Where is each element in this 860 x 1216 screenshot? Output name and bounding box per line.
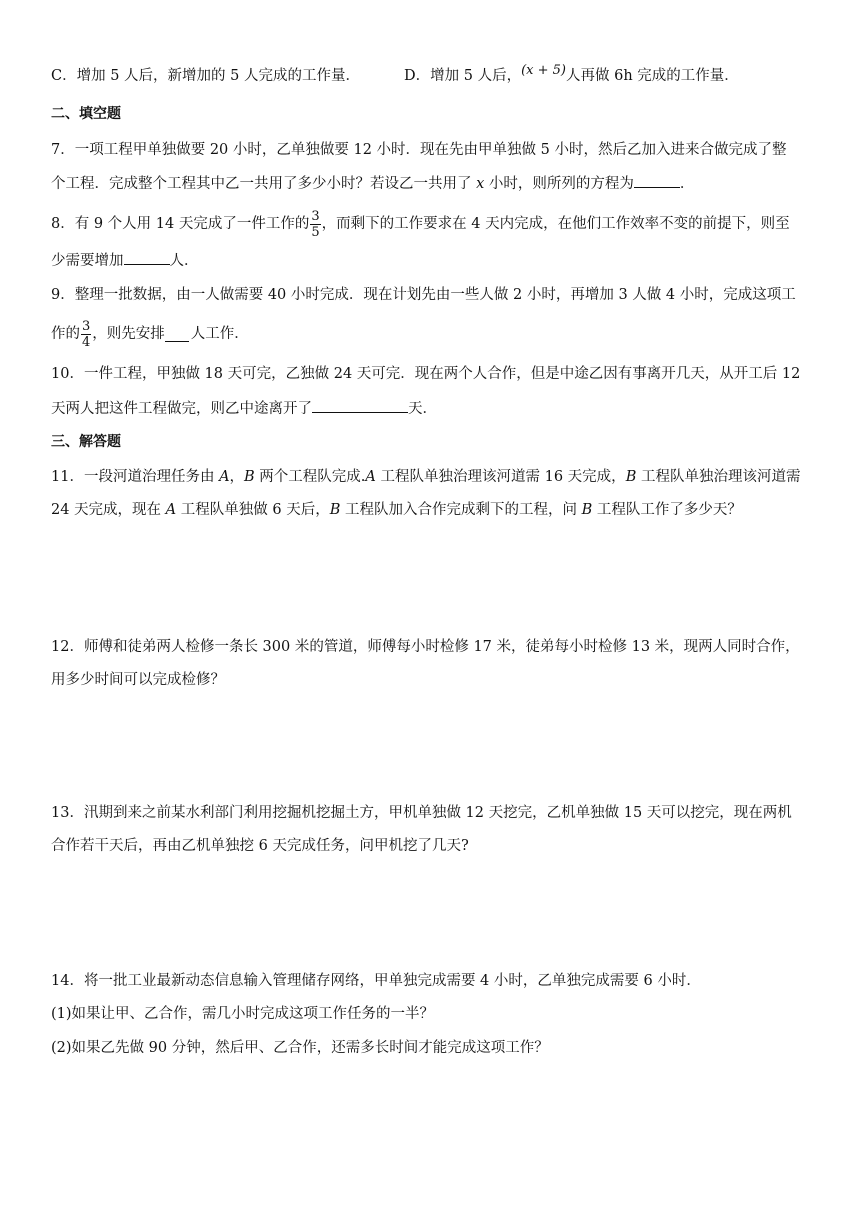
option-d-expression: (x + 5) bbox=[521, 63, 566, 78]
q8-line1 bbox=[51, 206, 790, 242]
q11-team-b: B bbox=[581, 502, 593, 518]
q14-subquestion-1: (1)如果让甲、乙合作，需几小时完成这项工作任务的一半？ bbox=[51, 1006, 435, 1022]
q10-text-a: 天两人把这件工程做完，则乙中途离开了 bbox=[51, 401, 312, 417]
q7-answer-blank bbox=[634, 173, 680, 188]
q12-line1: 12．师傅和徒弟两人检修一条长 300 米的管道，师傅每小时检修 17 米，徒弟每小时检修 13 米，现两人同时合作， bbox=[51, 639, 800, 655]
q9-answer-blank bbox=[165, 327, 189, 342]
q9-text-b: ，则先安排 bbox=[92, 326, 165, 342]
q8-line2 bbox=[51, 250, 199, 271]
q11-team-b: B bbox=[329, 502, 341, 518]
q10-line1: 10．一件工程，甲独做 18 天可完，乙独做 24 天可完．现在两个人合作，但是中途乙因有事离开几天，从开工后 12 bbox=[51, 366, 801, 382]
q11-team-a: A bbox=[365, 469, 376, 485]
q9-line1: 9．整理一批数据，由一人做需要 40 小时完成．现在计划先由一些人做 2 小时，再增加 3 人做 4 小时，完成这项工 bbox=[51, 287, 796, 303]
q9-fraction-numerator: 3 bbox=[82, 318, 91, 334]
q7-line1: 7．一项工程甲单独做要 20 小时，乙单独做要 12 小时．现在先由甲单独做 5 小时，然后乙加入进来合做完成了整 bbox=[51, 142, 787, 158]
q7-variable: x bbox=[476, 176, 485, 192]
q8-fraction-denominator: 5 bbox=[311, 224, 320, 240]
q9-fraction bbox=[81, 319, 91, 350]
q10-text-b: 天． bbox=[408, 401, 437, 417]
option-c: C．增加 5 人后，新增加的 5 人完成的工作量． bbox=[51, 68, 360, 84]
q8-answer-blank bbox=[124, 250, 170, 265]
q13-line2: 合作若干天后，再由乙机单独挖 6 天完成任务，问甲机挖了几天? bbox=[51, 838, 469, 854]
q11-text-d: 工程队单独治理该河道需 16 天完成， bbox=[375, 469, 626, 485]
q14-subquestion-2: (2)如果乙先做 90 分钟，然后甲、乙合作，还需多长时间才能完成这项工作？ bbox=[51, 1040, 549, 1056]
option-d bbox=[404, 63, 739, 87]
q7-text-b: 小时，则所列的方程为 bbox=[484, 176, 634, 192]
q13-line1: 13．汛期到来之前某水利部门利用挖掘机挖掘土方，甲机单独做 12 天挖完，乙机单独做 15 天可以挖完，现在两机 bbox=[51, 805, 792, 821]
q7-text-end: ． bbox=[679, 176, 695, 192]
q11-text-b: ， bbox=[229, 469, 245, 485]
q8-text-b: ，而剩下的工作要求在 4 天内完成，在他们工作效率不变的前提下，则至 bbox=[321, 216, 790, 232]
q9-text-c: 人工作． bbox=[190, 326, 249, 342]
q7-text-a: 个工程．完成整个工程其中乙一共用了多少小时？若设乙一共用了 bbox=[51, 176, 477, 192]
q11-team-a: A bbox=[219, 469, 230, 485]
q8-text-c: 少需要增加 bbox=[51, 253, 124, 269]
q10-line2 bbox=[51, 398, 437, 419]
q8-fraction bbox=[310, 209, 320, 240]
q11-team-b: B bbox=[625, 469, 637, 485]
option-d-prefix: D．增加 5 人后， bbox=[404, 68, 522, 84]
q11-text-i: 工程队工作了多少天？ bbox=[592, 502, 742, 518]
q11-text-h: 工程队加入合作完成剩下的工程，问 bbox=[340, 502, 582, 518]
q11-text-e: 工程队单独治理该河道需 bbox=[636, 469, 801, 485]
q11-text-c: 两个工程队完成. bbox=[254, 469, 366, 485]
q11-text-a: 11．一段河道治理任务由 bbox=[51, 469, 220, 485]
q8-text-a: 8．有 9 个人用 14 天完成了一件工作的 bbox=[51, 216, 310, 232]
q14-line1: 14．将一批工业最新动态信息输入管理储存网络，甲单独完成需要 4 小时，乙单独完成需要 6 小时． bbox=[51, 973, 701, 989]
q11-text-f: 24 天完成，现在 bbox=[51, 502, 166, 518]
q11-text-g: 工程队单独做 6 天后， bbox=[176, 502, 330, 518]
section-fill-heading: 二、填空题 bbox=[51, 106, 121, 122]
q10-answer-blank bbox=[312, 398, 408, 413]
q11-team-a: A bbox=[165, 502, 177, 518]
q9-fraction-denominator: 4 bbox=[82, 334, 91, 350]
q9-text-a: 作的 bbox=[51, 326, 80, 342]
q11-line2 bbox=[51, 500, 742, 520]
q9-line2 bbox=[51, 316, 249, 352]
option-d-suffix: 人再做 6h 完成的工作量． bbox=[565, 68, 739, 84]
q8-text-d: 人． bbox=[169, 253, 199, 269]
q12-line2: 用多少时间可以完成检修？ bbox=[51, 672, 225, 688]
q11-line1 bbox=[51, 467, 800, 487]
q8-fraction-numerator: 3 bbox=[311, 208, 320, 224]
q7-line2 bbox=[51, 173, 694, 194]
q11-team-b: B bbox=[244, 469, 255, 485]
section-solve-heading: 三、解答题 bbox=[51, 434, 121, 450]
